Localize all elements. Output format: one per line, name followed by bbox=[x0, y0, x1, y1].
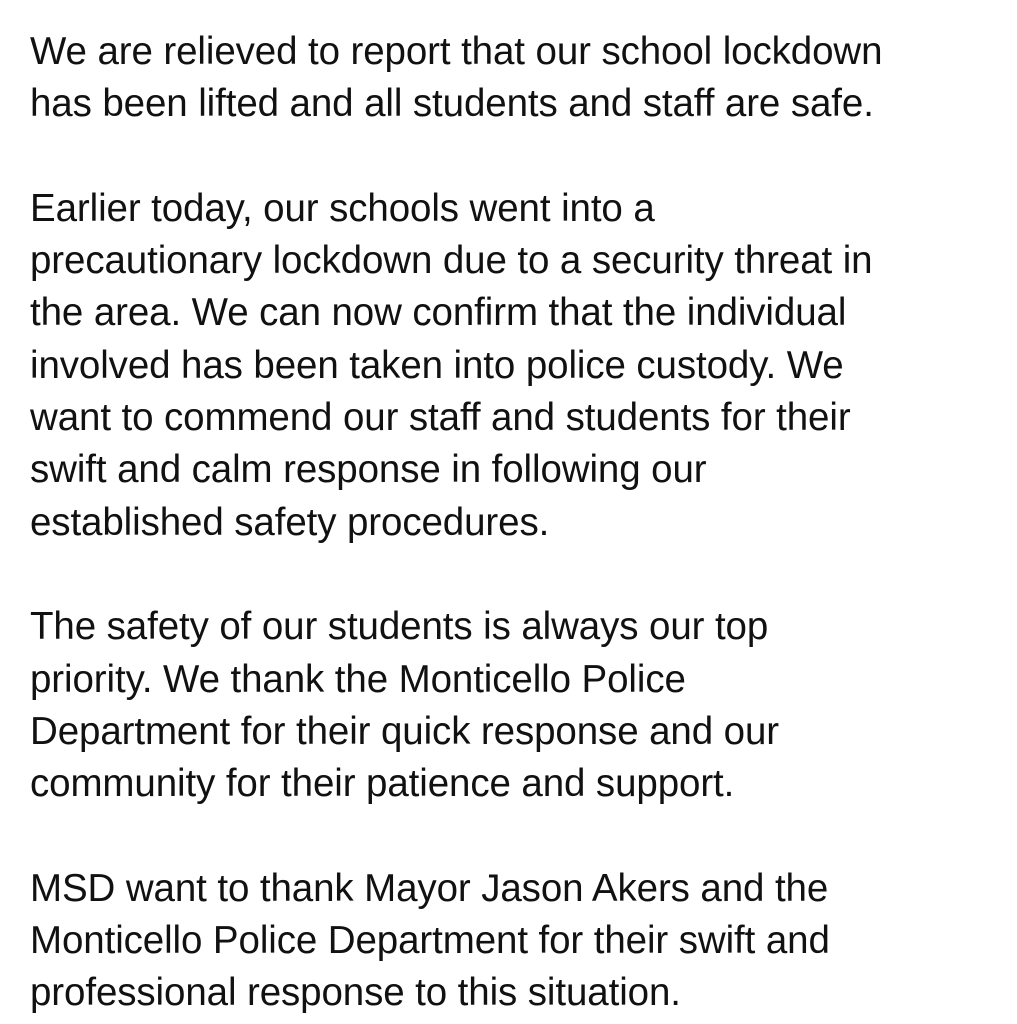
text-line: the area. We can now confirm that the individual bbox=[30, 291, 847, 335]
text-line: We are relieved to report that our school lockdown bbox=[30, 30, 883, 73]
text-line: established safety procedures. bbox=[30, 500, 550, 544]
text-line: swift and calm response in following our bbox=[30, 448, 707, 492]
text-line: community for their patience and support. bbox=[30, 762, 735, 806]
text-line: Monticello Police Department for their swift and bbox=[30, 919, 830, 963]
text-line: professional response to this situation. bbox=[30, 971, 681, 1015]
text-line: has been lifted and all students and staff are safe. bbox=[30, 82, 874, 126]
paragraph-incident-details bbox=[30, 183, 1005, 549]
text-line: Department for their quick response and our bbox=[30, 709, 779, 753]
text-line: Earlier today, our schools went into a bbox=[30, 186, 655, 230]
text-line: The safety of our students is always our top bbox=[30, 605, 769, 649]
text-line: want to commend our staff and students for their bbox=[30, 396, 851, 440]
text-line: priority. We thank the Monticello Police bbox=[30, 657, 686, 701]
paragraph-thanks bbox=[30, 863, 1005, 1020]
paragraph-safety-priority bbox=[30, 601, 1005, 810]
text-line: MSD want to thank Mayor Jason Akers and the bbox=[30, 866, 829, 910]
statement-document bbox=[30, 26, 1005, 1020]
paragraph-lockdown-lifted bbox=[30, 26, 1005, 131]
text-line: precautionary lockdown due to a security threat in bbox=[30, 239, 873, 283]
text-line: involved has been taken into police custody. We bbox=[30, 343, 844, 387]
